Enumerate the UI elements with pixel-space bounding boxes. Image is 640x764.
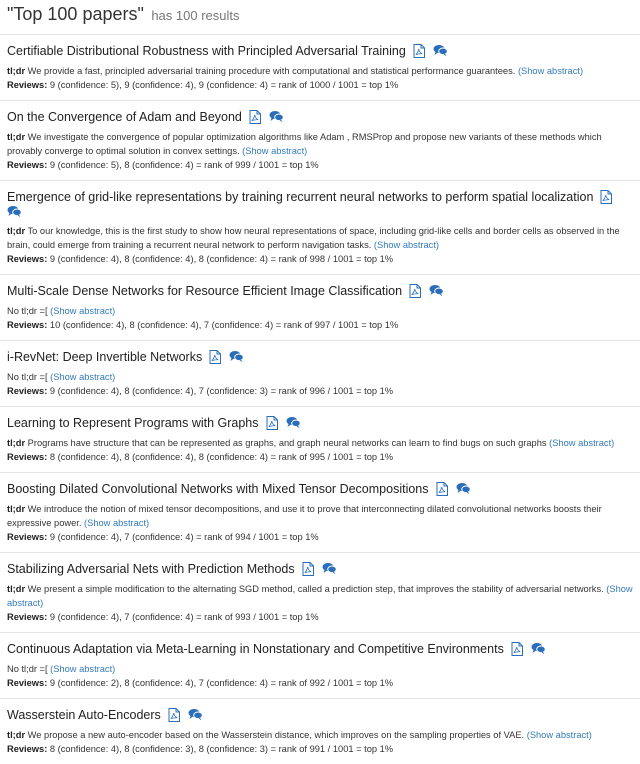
paper-reviews (7, 742, 633, 756)
no-tldr-label: No tl;dr =[ (7, 372, 48, 382)
paper-tldr (7, 502, 633, 530)
tldr-text: We investigate the convergence of popular optimization algorithms like Adam , RMSProp and propose new variants of these methods which provably converge to optimal solution in convex settings. (7, 132, 602, 156)
reviews-text: 8 (confidence: 4), 8 (confidence: 4), 8 (confidence: 4) = rank of 995 / 1001 = top 1% (49, 452, 394, 462)
paper-title[interactable]: Learning to Represent Programs with Graphs (7, 416, 259, 430)
pdf-icon[interactable] (266, 416, 280, 430)
paper-title[interactable]: Certifiable Distributional Robustness with Principled Adversarial Training (7, 44, 406, 58)
paper-title-row (7, 109, 633, 125)
reviews-label: Reviews: (7, 386, 48, 396)
comments-icon[interactable] (429, 284, 443, 298)
paper-tldr (7, 64, 633, 78)
paper-reviews (7, 610, 633, 624)
paper-tldr (7, 728, 633, 742)
comments-icon[interactable] (433, 44, 447, 58)
paper-reviews (7, 158, 633, 172)
show-abstract-link[interactable]: (Show abstract) (50, 306, 116, 316)
reviews-text: 9 (confidence: 4), 7 (confidence: 4) = rank of 994 / 1001 = top 1% (49, 532, 319, 542)
comments-icon[interactable] (229, 350, 243, 364)
paper-item (0, 632, 640, 698)
reviews-label: Reviews: (7, 744, 48, 754)
pdf-icon[interactable] (413, 44, 427, 58)
results-count: has 100 results (151, 8, 240, 23)
paper-item (0, 180, 640, 274)
pdf-icon[interactable] (436, 482, 450, 496)
tldr-label: tl;dr (7, 438, 26, 448)
pdf-icon[interactable] (302, 562, 316, 576)
tldr-label: tl;dr (7, 66, 26, 76)
paper-title[interactable]: Wasserstein Auto-Encoders (7, 708, 161, 722)
tldr-label: tl;dr (7, 226, 26, 236)
paper-item (0, 406, 640, 472)
paper-title[interactable]: Boosting Dilated Convolutional Networks with Mixed Tensor Decompositions (7, 482, 429, 496)
tldr-text: We introduce the notion of mixed tensor decompositions, and use it to prove that interconnecting dilated convolutional networks boosts their expressive power. (7, 504, 602, 528)
paper-item (0, 274, 640, 340)
paper-reviews (7, 252, 633, 266)
paper-item (0, 698, 640, 764)
show-abstract-link[interactable]: (Show abstract) (50, 664, 116, 674)
tldr-text: Programs have structure that can be represented as graphs, and graph neural networks can learn to find bugs on such graphs (27, 438, 547, 448)
pdf-icon[interactable] (409, 284, 423, 298)
tldr-label: tl;dr (7, 504, 26, 514)
paper-tldr (7, 130, 633, 158)
paper-reviews (7, 676, 633, 690)
paper-title[interactable]: Emergence of grid-like representations by training recurrent neural networks to perform spatial localization (7, 190, 594, 204)
paper-title-row (7, 641, 633, 657)
reviews-text: 9 (confidence: 4), 7 (confidence: 4) = rank of 993 / 1001 = top 1% (49, 612, 319, 622)
show-abstract-link[interactable]: (Show abstract) (373, 240, 440, 250)
no-tldr-label: No tl;dr =[ (7, 664, 48, 674)
show-abstract-link[interactable]: (Show abstract) (84, 518, 150, 528)
show-abstract-link[interactable]: (Show abstract) (7, 584, 633, 608)
reviews-text: 8 (confidence: 4), 8 (confidence: 3), 8 (confidence: 3) = rank of 991 / 1001 = top 1% (49, 744, 394, 754)
reviews-label: Reviews: (7, 254, 48, 264)
tldr-label: tl;dr (7, 730, 26, 740)
reviews-text: 9 (confidence: 4), 8 (confidence: 4), 8 (confidence: 4) = rank of 998 / 1001 = top 1% (49, 254, 394, 264)
tldr-text: To our knowledge, this is the first study to show how neural representations of space, including grid-like cells and border cells as observed in the brain, could emerge from training a recurrent neural network to perform navigation tasks. (7, 226, 620, 250)
paper-title[interactable]: On the Convergence of Adam and Beyond (7, 110, 242, 124)
comments-icon[interactable] (286, 416, 300, 430)
paper-title[interactable]: Multi-Scale Dense Networks for Resource Efficient Image Classification (7, 284, 403, 298)
paper-item (0, 34, 640, 100)
reviews-label: Reviews: (7, 678, 48, 688)
paper-item (0, 100, 640, 180)
pdf-icon[interactable] (511, 642, 525, 656)
pdf-icon[interactable] (249, 110, 263, 124)
paper-title-row (7, 481, 633, 497)
show-abstract-link[interactable]: (Show abstract) (526, 730, 592, 740)
reviews-label: Reviews: (7, 612, 48, 622)
comments-icon[interactable] (456, 482, 470, 496)
paper-reviews (7, 384, 633, 398)
paper-title-row (7, 415, 633, 431)
comments-icon[interactable] (269, 110, 283, 124)
reviews-text: 9 (confidence: 5), 9 (confidence: 4), 9 (confidence: 4) = rank of 1000 / 1001 = top 1% (49, 80, 399, 90)
reviews-label: Reviews: (7, 452, 48, 462)
search-query-title: "Top 100 papers" (7, 4, 144, 24)
paper-title[interactable]: i-RevNet: Deep Invertible Networks (7, 350, 203, 364)
paper-title-row (7, 43, 633, 59)
paper-tldr (7, 224, 633, 252)
reviews-label: Reviews: (7, 320, 48, 330)
paper-tldr (7, 304, 633, 318)
paper-tldr (7, 662, 633, 676)
reviews-label: Reviews: (7, 80, 48, 90)
paper-list (0, 34, 640, 764)
paper-reviews (7, 318, 633, 332)
reviews-label: Reviews: (7, 160, 48, 170)
tldr-text: We propose a new auto-encoder based on the Wasserstein distance, which improves on the sampling properties of VAE. (27, 730, 525, 740)
paper-title-row (7, 707, 633, 723)
paper-tldr (7, 436, 633, 450)
tldr-label: tl;dr (7, 584, 26, 594)
tldr-text: We present a simple modification to the alternating SGD method, called a prediction step, that improves the stability of adversarial networks. (27, 584, 604, 594)
reviews-text: 9 (confidence: 2), 8 (confidence: 4), 7 (confidence: 4) = rank of 992 / 1001 = top 1% (49, 678, 394, 688)
paper-reviews (7, 78, 633, 92)
reviews-text: 9 (confidence: 4), 8 (confidence: 4), 7 (confidence: 3) = rank of 996 / 1001 = top 1% (49, 386, 394, 396)
paper-title-row (7, 283, 633, 299)
paper-item (0, 472, 640, 552)
paper-title[interactable]: Continuous Adaptation via Meta-Learning in Nonstationary and Competitive Environments (7, 642, 504, 656)
paper-tldr (7, 370, 633, 384)
show-abstract-link[interactable]: (Show abstract) (549, 438, 615, 448)
reviews-text: 10 (confidence: 4), 8 (confidence: 4), 7 (confidence: 4) = rank of 997 / 1001 = top 1% (49, 320, 399, 330)
pdf-icon[interactable] (600, 190, 614, 204)
paper-reviews (7, 530, 633, 544)
paper-title-row (7, 349, 633, 365)
reviews-text: 9 (confidence: 5), 8 (confidence: 4) = rank of 999 / 1001 = top 1% (49, 160, 319, 170)
comments-icon[interactable] (531, 642, 545, 656)
paper-item (0, 340, 640, 406)
no-tldr-label: No tl;dr =[ (7, 306, 48, 316)
results-header (0, 0, 640, 34)
paper-title[interactable]: Stabilizing Adversarial Nets with Prediction Methods (7, 562, 295, 576)
tldr-label: tl;dr (7, 132, 26, 142)
show-abstract-link[interactable]: (Show abstract) (50, 372, 116, 382)
tldr-text: We provide a fast, principled adversarial training procedure with computational and statistical performance guarantees. (27, 66, 516, 76)
paper-item (0, 552, 640, 632)
show-abstract-link[interactable]: (Show abstract) (242, 146, 308, 156)
comments-icon[interactable] (188, 708, 202, 722)
comments-icon[interactable] (7, 205, 21, 219)
paper-reviews (7, 450, 633, 464)
paper-title-row (7, 561, 633, 577)
pdf-icon[interactable] (209, 350, 223, 364)
pdf-icon[interactable] (168, 708, 182, 722)
paper-title-row (7, 189, 633, 219)
reviews-label: Reviews: (7, 532, 48, 542)
comments-icon[interactable] (322, 562, 336, 576)
paper-tldr (7, 582, 633, 610)
show-abstract-link[interactable]: (Show abstract) (517, 66, 584, 76)
